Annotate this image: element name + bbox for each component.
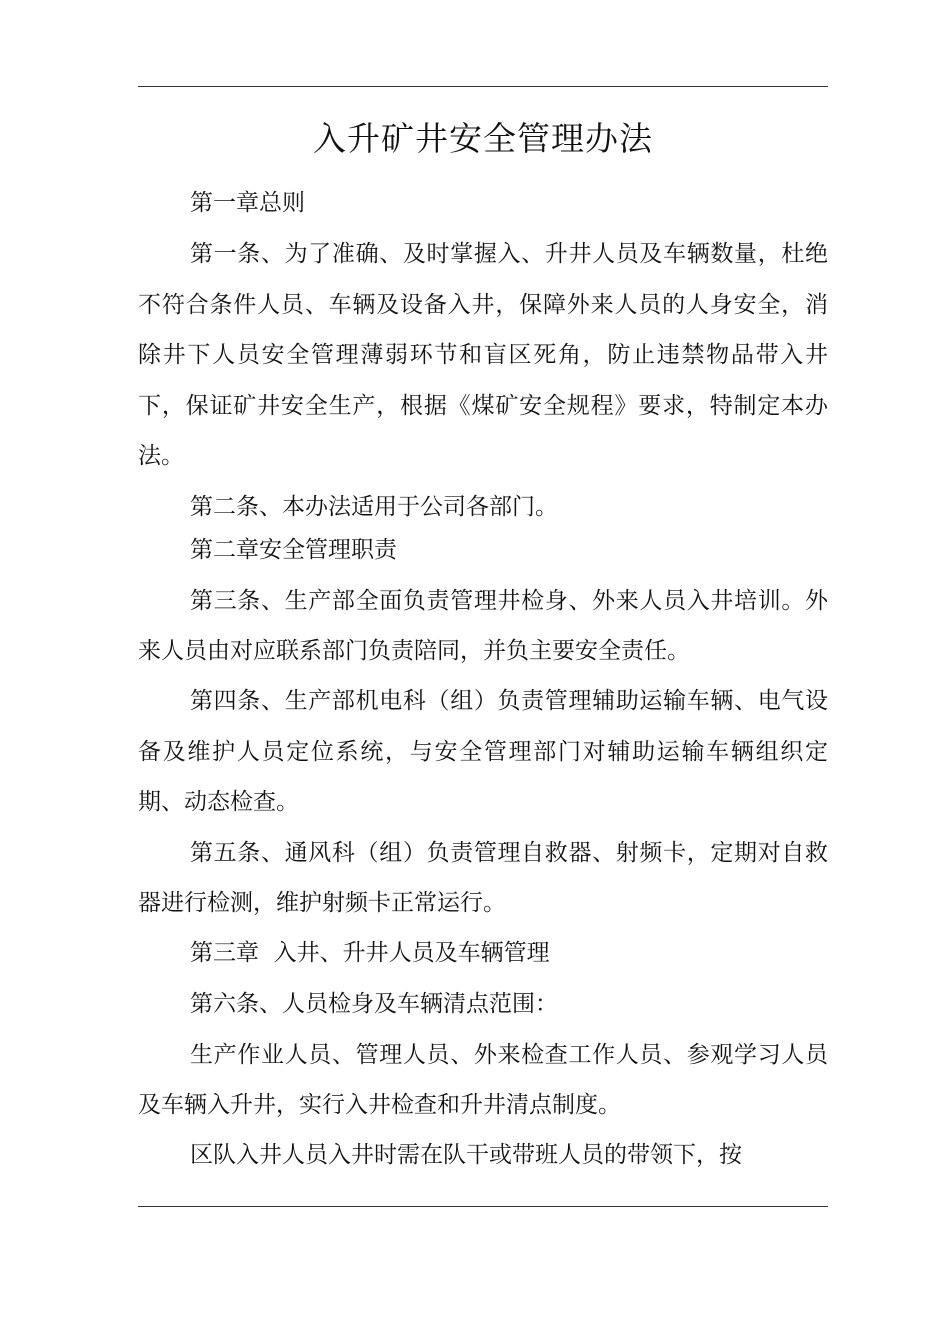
chapter-heading: 第一章总则: [190, 190, 305, 216]
footer-rule: [138, 1206, 828, 1207]
paragraph-line: 第二条、本办法适用于公司各部门。: [190, 494, 558, 520]
paragraph-line: 来人员由对应联系部门负责陪同，并负主要安全责任。: [138, 638, 690, 664]
document-title: 入升矿井安全管理办法: [313, 119, 653, 158]
paragraph-line: 第三条、生产部全面负责管理井检身、外来人员入井培训。外: [190, 588, 828, 614]
paragraph-line: 生产作业人员、管理人员、外来检查工作人员、参观学习人员: [190, 1042, 828, 1068]
paragraph-line: 器进行检测，维护射频卡正常运行。: [138, 890, 506, 916]
paragraph-line: 不符合条件人员、车辆及设备入井，保障外来人员的人身安全，消: [138, 292, 828, 318]
paragraph-line: 下，保证矿井安全生产，根据《煤矿安全规程》要求，特制定本办: [138, 393, 828, 419]
paragraph-line: 备及维护人员定位系统，与安全管理部门对辅助运输车辆组织定: [138, 739, 828, 765]
paragraph-line: 法。: [138, 443, 184, 469]
paragraph-line: 除井下人员安全管理薄弱环节和盲区死角，防止违禁物品带入井: [138, 342, 828, 368]
paragraph-line: 区队入井人员入井时需在队干或带班人员的带领下，按: [190, 1142, 742, 1168]
paragraph-line: 期、动态检查。: [138, 789, 299, 815]
paragraph-line: 第四条、生产部机电科（组）负责管理辅助运输车辆、电气设: [190, 688, 828, 714]
paragraph-line: 第五条、通风科（组）负责管理自救器、射频卡，定期对自救: [190, 840, 828, 866]
paragraph-line: 及车辆入升井，实行入井检查和升井清点制度。: [138, 1092, 621, 1118]
header-rule: [138, 86, 828, 87]
paragraph-line: 第一条、为了准确、及时掌握入、升井人员及车辆数量，杜绝: [190, 241, 828, 267]
paragraph-line: 第六条、人员检身及车辆清点范围：: [190, 991, 558, 1017]
chapter-heading: 第二章安全管理职责: [190, 537, 397, 563]
chapter-heading: 第三章 入井、升井人员及车辆管理: [190, 940, 550, 966]
